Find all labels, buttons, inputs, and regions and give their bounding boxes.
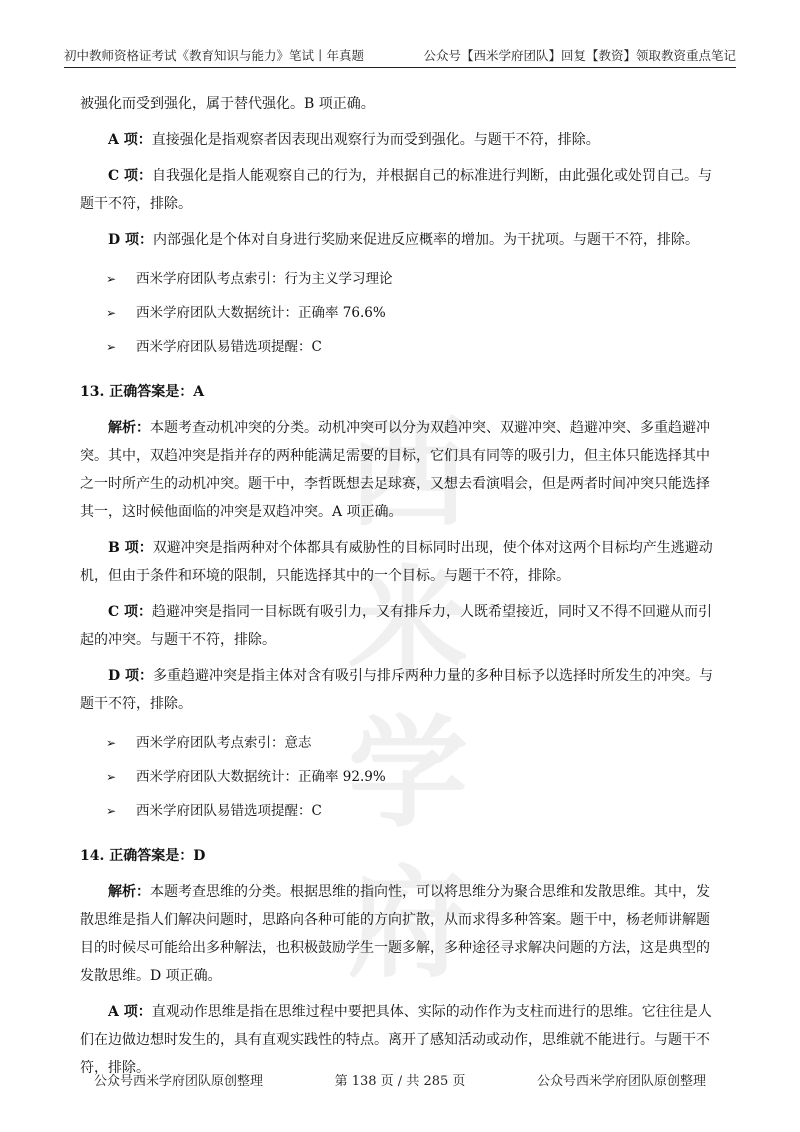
q12-bullets bbox=[80, 262, 720, 364]
analysis-label: 解析： bbox=[108, 420, 150, 436]
page-number: 第 138 页 / 共 285 页 bbox=[334, 1074, 466, 1089]
option-paragraph bbox=[80, 162, 720, 218]
q13-heading: 13. 正确答案是：A bbox=[80, 384, 205, 400]
option-text: 趋避冲突是指同一目标既有吸引力，又有排斥力，人既希望接近，同时又不得不回避从而引起的冲突。与题干不符，排除。 bbox=[80, 604, 713, 648]
option-label: D 项： bbox=[108, 232, 154, 248]
bullet-text: 西米学府团队考点索引：意志 bbox=[136, 735, 312, 751]
q14-analysis bbox=[80, 878, 720, 990]
option-text: 多重趋避冲突是指主体对含有吸引与排斥两种力量的多种目标予以选择时所发生的冲突。与题干不符，排除。 bbox=[80, 668, 714, 712]
bullet-text: 西米学府团队考点索引：行为主义学习理论 bbox=[136, 271, 393, 287]
arrow-bullet-icon: ➢ bbox=[106, 340, 117, 354]
arrow-bullet-icon: ➢ bbox=[106, 306, 117, 320]
page-header bbox=[64, 40, 736, 68]
option-text: 双避冲突是指两种对个体都具有威胁性的目标同时出现，使个体对这两个目标均产生逃避动机，但由于条件和环境的限制，只能选择其中的一个目标。与题干不符，排除。 bbox=[80, 540, 713, 584]
q13-bullets bbox=[80, 726, 720, 828]
option-label: A 项： bbox=[108, 1004, 152, 1020]
analysis-text: 本题考查动机冲突的分类。动机冲突可以分为双趋冲突、双避冲突、趋避冲突、多重趋避冲突。其中，双趋冲突是指并存的两种能满足需要的目标，它们具有同等的吸引力，但主体只能选择其中之一时所产生的动机冲突。题干中，李哲既想去足球赛，又想去看演唱会，但是两者时间冲突只能选择其一，这时候他面临的冲突是双趋冲突。A 项正确。 bbox=[80, 420, 710, 520]
option-paragraph bbox=[80, 598, 720, 654]
page-footer bbox=[64, 1070, 736, 1089]
bullet-text: 西米学府团队大数据统计：正确率 92.9% bbox=[136, 769, 386, 785]
header-right: 公众号【西米学府团队】回复【教资】领取教资重点笔记 bbox=[423, 48, 736, 63]
analysis-label: 解析： bbox=[108, 884, 150, 900]
option-text: 直观动作思维是指在思维过程中要把具体、实际的动作作为支柱而进行的思维。它往往是人们在边做边想时发生的，具有直观实践性的特点。离开了感知活动或动作，思维就不能进行。与题干不符，排除。 bbox=[80, 1004, 712, 1076]
bullet-text: 西米学府团队易错选项提醒：C bbox=[136, 803, 322, 819]
intro-text: 被强化而受到强化，属于替代强化。B 项正确。 bbox=[80, 96, 375, 112]
footer-left: 公众号西米学府团队原创整理 bbox=[94, 1074, 264, 1089]
option-text: 直接强化是指观察者因表现出观察行为而受到强化。与题干不符，排除。 bbox=[151, 132, 600, 148]
bullet-item bbox=[80, 296, 720, 330]
bullet-item bbox=[80, 262, 720, 296]
arrow-bullet-icon: ➢ bbox=[106, 272, 117, 286]
bullet-item bbox=[80, 760, 720, 794]
option-label: B 项： bbox=[108, 540, 153, 556]
bullet-item bbox=[80, 726, 720, 760]
bullet-text: 西米学府团队大数据统计：正确率 76.6% bbox=[136, 305, 386, 321]
bullet-text: 西米学府团队易错选项提醒：C bbox=[136, 339, 322, 355]
q12-options bbox=[80, 126, 720, 254]
analysis-text: 本题考查思维的分类。根据思维的指向性，可以将思维分为聚合思维和发散思维。其中，发散思维是指人们解决问题时，思路向各种可能的方向扩散，从而求得多种答案。题干中，杨老师讲解题目的时候尽可能给出多种解法，也积极鼓励学生一题多解，多种途径寻求解决问题的方法，这是典型的发散思维。D 项正确。 bbox=[80, 884, 710, 984]
option-label: D 项： bbox=[108, 668, 154, 684]
option-paragraph bbox=[80, 226, 720, 254]
watermark-logo: 西米学府 bbox=[348, 405, 472, 994]
option-label: A 项： bbox=[108, 132, 152, 148]
option-paragraph bbox=[80, 534, 720, 590]
option-text: 内部强化是个体对自身进行奖励来促进反应概率的增加。为干扰项。与题干不符，排除。 bbox=[153, 232, 700, 248]
bullet-item bbox=[80, 794, 720, 828]
q14-heading: 14. 正确答案是：D bbox=[80, 848, 206, 864]
header-left: 初中教师资格证考试《教育知识与能力》笔试丨年真题 bbox=[64, 48, 365, 63]
option-paragraph bbox=[80, 662, 720, 718]
q13-analysis bbox=[80, 414, 720, 526]
arrow-bullet-icon: ➢ bbox=[106, 770, 117, 784]
option-label: C 项： bbox=[108, 604, 153, 620]
page-content bbox=[80, 90, 720, 1090]
bullet-item bbox=[80, 330, 720, 364]
option-label: C 项： bbox=[108, 168, 153, 184]
arrow-bullet-icon: ➢ bbox=[106, 736, 117, 750]
option-paragraph bbox=[80, 126, 720, 154]
arrow-bullet-icon: ➢ bbox=[106, 804, 117, 818]
option-text: 自我强化是指人能观察自己的行为，并根据自己的标准进行判断，由此强化或处罚自己。与题干不符，排除。 bbox=[80, 168, 713, 212]
footer-right: 公众号西米学府团队原创整理 bbox=[536, 1074, 706, 1089]
